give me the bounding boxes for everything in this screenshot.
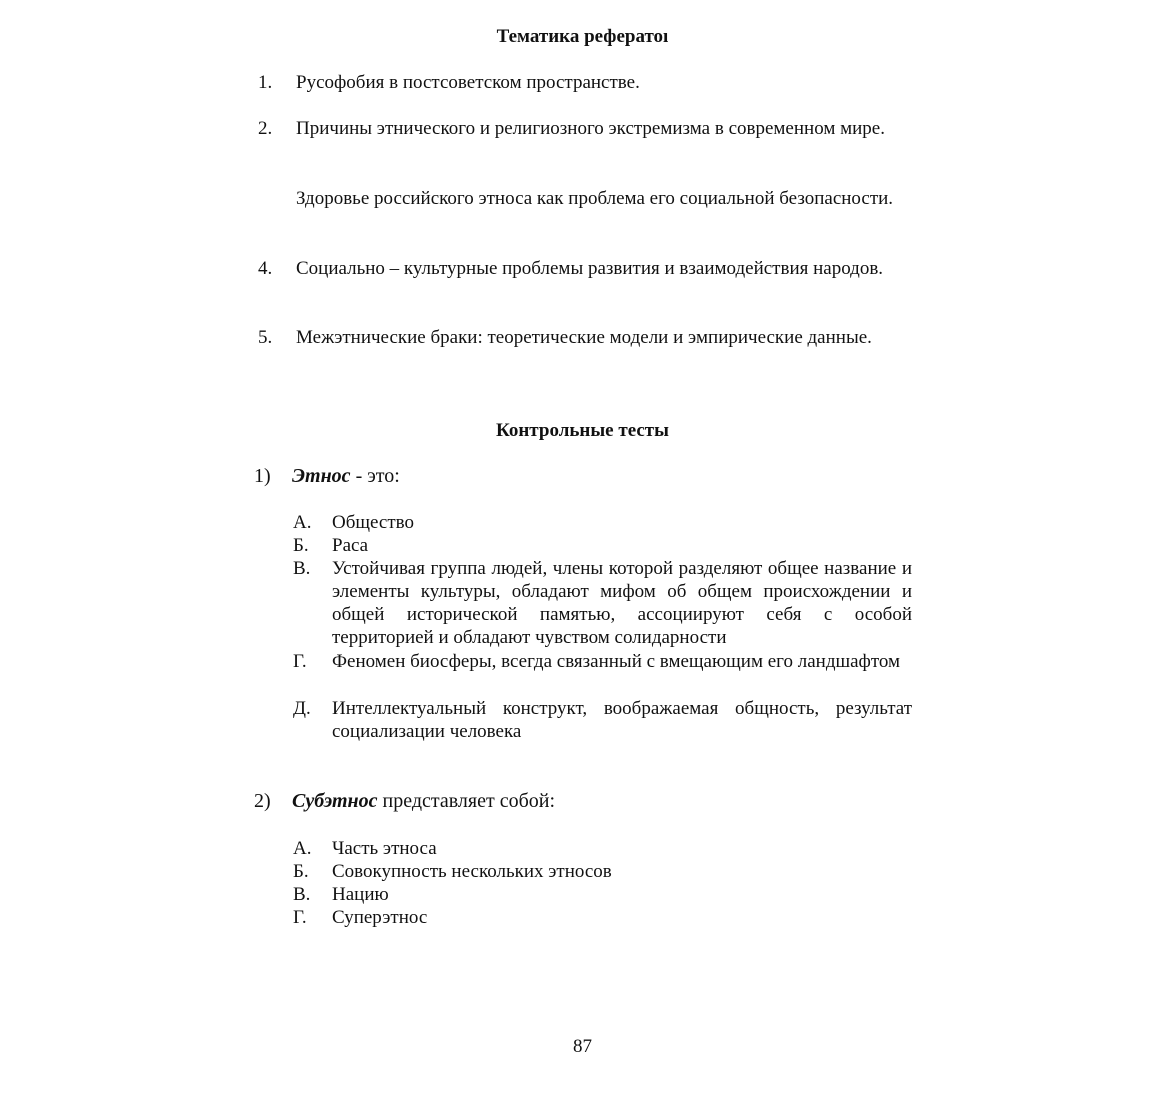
option-text: Интеллектуальный конструкт, воображаемая общность, результат социализации человека (332, 698, 912, 742)
question-number: 1) (254, 465, 271, 487)
essay-topic-number: 2. (258, 118, 273, 139)
essay-topic-text: Межэтнические браки: теоретические модели и эмпирические данные. (296, 327, 872, 348)
question-term: Этнос (292, 465, 351, 487)
question-1 (254, 464, 400, 488)
essay-topic-number: 1. (258, 72, 273, 93)
essay-topic-text: Здоровье российского этноса как проблема его социальной безопасности. (296, 188, 894, 209)
question-2 (254, 789, 555, 813)
option-letter: Г. (293, 907, 307, 928)
question-text: - это: (350, 465, 400, 487)
option-letter: Б. (293, 861, 309, 882)
option-text: Нацию (332, 884, 389, 905)
essay-topic-text: Причины этнического и религиозного экстремизма в современном мире. (296, 118, 885, 139)
option-text: Раса (332, 535, 369, 556)
essays-heading: Тематика рефератоı (496, 26, 669, 47)
question-term: Субэтнос (292, 790, 378, 812)
option-text: Устойчивая группа людей, члены которой разделяют общее название и элементы культуры, обладают мифом об общем происхождении и общей исторической памятью, ассоциируют себя с особой территорией и обладают чувством солидарности (332, 558, 912, 648)
option-letter: А. (293, 512, 312, 533)
essay-topic-text: Русофобия в постсоветском пространстве. (296, 72, 640, 93)
option-letter: Г. (293, 651, 307, 672)
option-text: Часть этноса (332, 838, 437, 859)
option-text: Общество (332, 512, 415, 533)
essay-topic-text: Социально – культурные проблемы развития и взаимодействия народов. (296, 258, 884, 279)
option-letter: В. (293, 558, 311, 579)
option-text: Совокупность нескольких этносов (332, 861, 612, 882)
option-letter: В. (293, 884, 311, 905)
option-letter: Д. (293, 698, 311, 719)
essay-topic-number: 4. (258, 258, 273, 279)
question-number: 2) (254, 790, 271, 812)
essay-topic-number: 5. (258, 327, 273, 348)
tests-heading: Контрольные тесты (496, 420, 669, 441)
question-text: представляет собой: (377, 790, 556, 812)
option-letter: Б. (293, 535, 309, 556)
option-text: Суперэтнос (332, 907, 428, 928)
option-text: Феномен биосферы, всегда связанный с вмещающим его ландшафтом (332, 651, 901, 672)
option-letter: А. (293, 838, 312, 859)
page-number: 87 (573, 1036, 592, 1057)
